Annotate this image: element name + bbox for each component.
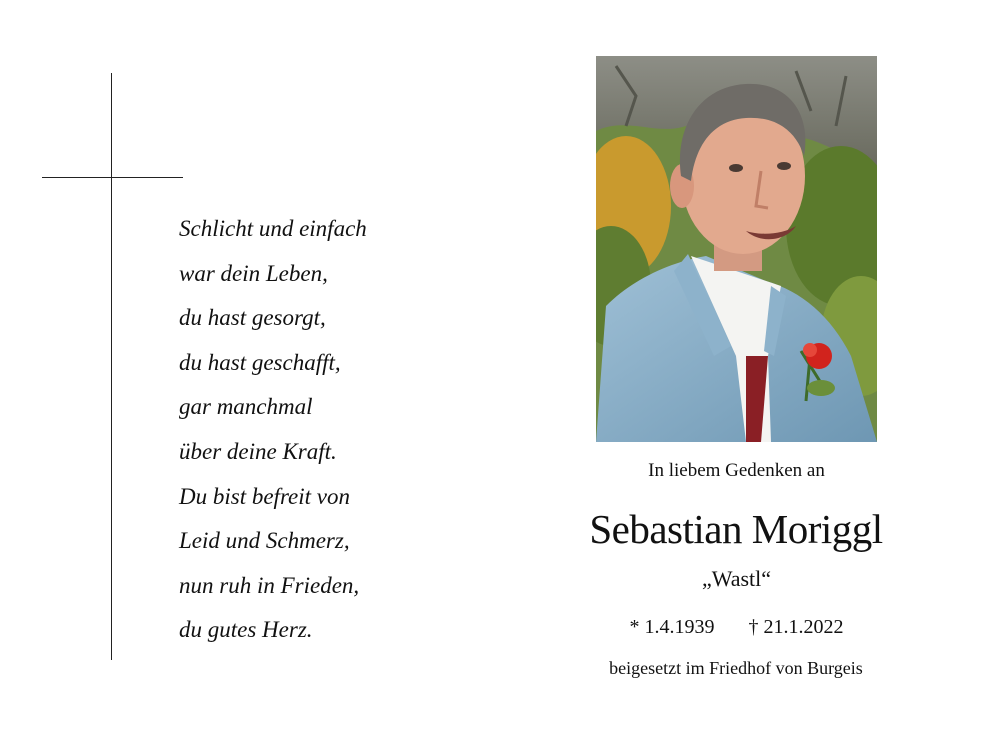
burial-place: beigesetzt im Friedhof von Burgeis (609, 658, 863, 678)
birth-date: * 1.4.1939 (629, 616, 715, 638)
portrait-photo (596, 56, 877, 442)
death-date: † 21.1.2022 (748, 616, 844, 638)
poem-line: du hast geschafft, (179, 349, 341, 375)
life-dates (596, 616, 877, 639)
cross-vertical-bar (111, 73, 112, 660)
poem-line: Leid und Schmerz, (179, 528, 350, 554)
poem-line: Du bist befreit von (179, 483, 350, 509)
poem-line: Schlicht und einfach (179, 216, 367, 241)
deceased-nickname: „Wastl“ (701, 566, 772, 591)
cross-horizontal-bar (42, 177, 183, 178)
memorial-poem (179, 212, 367, 658)
deceased-name: Sebastian Moriggl (589, 506, 883, 552)
poem-line: du gutes Herz. (179, 617, 313, 643)
poem-line: über deine Kraft. (179, 438, 337, 464)
poem-line: war dein Leben, (179, 260, 328, 286)
poem-line: nun ruh in Frieden, (179, 572, 360, 598)
poem-line: gar manchmal (179, 394, 313, 420)
memorial-intro: In liebem Gedenken an (648, 460, 825, 481)
poem-line: du hast gesorgt, (179, 305, 326, 331)
